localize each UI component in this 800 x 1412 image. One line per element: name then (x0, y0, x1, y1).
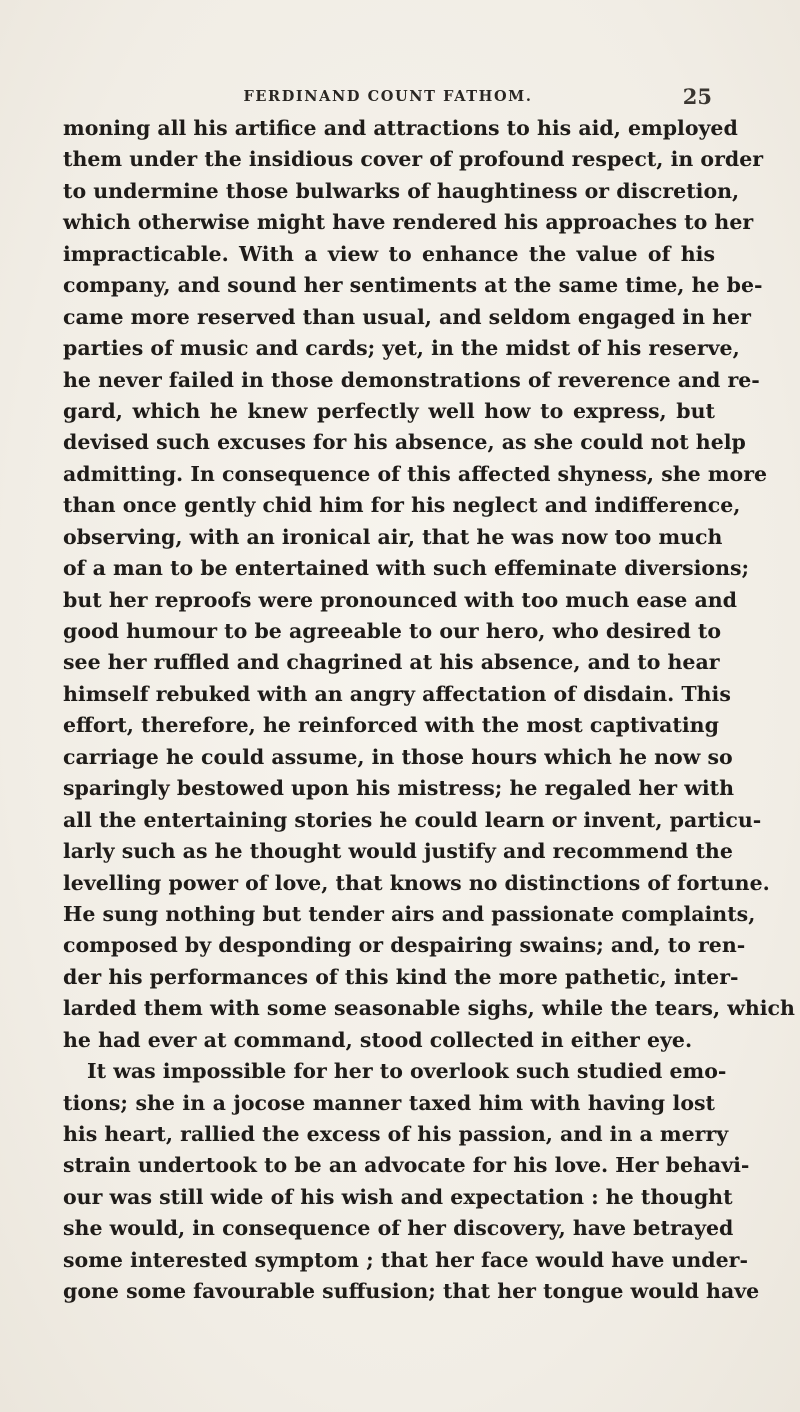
text-line: larded them with some seasonable sighs, while the tears, which (63, 996, 795, 1021)
text-line: tions; she in a jocose manner taxed him with having lost (63, 1090, 715, 1115)
text-line: It was impossible for her to overlook such studied emo- (87, 1059, 727, 1084)
text-line: moning all his artifice and attractions to his aid, employed (63, 116, 738, 140)
text-line: effort, therefore, he reinforced with the most captivating (63, 713, 719, 738)
text-line: company, and sound her sentiments at the same time, he be- (63, 273, 763, 298)
text-line: carriage he could assume, in those hours which he now so (63, 744, 733, 769)
text-line: of a man to be entertained with such effeminate diversions; (63, 556, 750, 581)
text-line: larly such as he thought would justify and recommend the (63, 839, 733, 864)
body-text (63, 113, 795, 1308)
running-head (64, 84, 712, 112)
text-line: she would, in consequence of her discovery, have betrayed (63, 1216, 734, 1241)
text-line: himself rebuked with an angry affectation of disdain. This (63, 681, 731, 706)
text-line: our was still wide of his wish and expectation : he thought (63, 1184, 733, 1209)
text-line: parties of music and cards; yet, in the midst of his reserve, (63, 336, 740, 361)
text-line: sparingly bestowed upon his mistress; he regaled her with (63, 776, 735, 801)
running-title: FERDINAND COUNT FATHOM. (243, 88, 533, 105)
text-line: but her reproofs were pronounced with too much ease and (63, 587, 737, 612)
page-number: 25 (682, 84, 712, 109)
text-line: He sung nothing but tender airs and passionate complaints, (63, 901, 756, 926)
text-line: he never failed in those demonstrations of reverence and re- (63, 367, 760, 392)
text-line: all the entertaining stories he could learn or invent, particu- (63, 807, 762, 832)
text-line: der his performances of this kind the more pathetic, inter- (63, 964, 739, 989)
text-line: than once gently chid him for his neglect and indifference, (63, 493, 741, 518)
text-line: composed by desponding or despairing swains; and, to ren- (63, 933, 746, 958)
text-line: gone some favourable suffusion; that her tongue would have (63, 1279, 760, 1304)
text-line: which otherwise might have rendered his approaches to her (63, 210, 754, 235)
text-line: them under the insidious cover of profound respect, in order (63, 147, 764, 172)
text-line: devised such excuses for his absence, as she could not help (63, 430, 746, 455)
text-line: his heart, rallied the excess of his passion, and in a merry (63, 1122, 729, 1146)
text-line: impracticable. With a view to enhance the value of his (63, 241, 715, 266)
text-line: some interested symptom ; that her face would have under- (63, 1247, 748, 1272)
text-line: observing, with an ironical air, that he was now too much (63, 524, 723, 549)
text-line: levelling power of love, that knows no distinctions of fortune. (63, 870, 770, 895)
text-line: good humour to be agreeable to our hero, who desired to (63, 619, 722, 643)
text-line: he had ever at command, stood collected in either eye. (63, 1027, 693, 1052)
text-line: gard, which he knew perfectly well how to express, but (63, 398, 715, 423)
text-line: strain undertook to be an advocate for his love. Her behavi- (63, 1153, 750, 1178)
text-line: admitting. In consequence of this affected shyness, she more (63, 461, 768, 486)
text-line: came more reserved than usual, and seldom engaged in her (63, 304, 751, 329)
text-line: see her ruffled and chagrined at his absence, and to hear (63, 650, 720, 675)
text-line: to undermine those bulwarks of haughtiness or discretion, (63, 178, 740, 203)
